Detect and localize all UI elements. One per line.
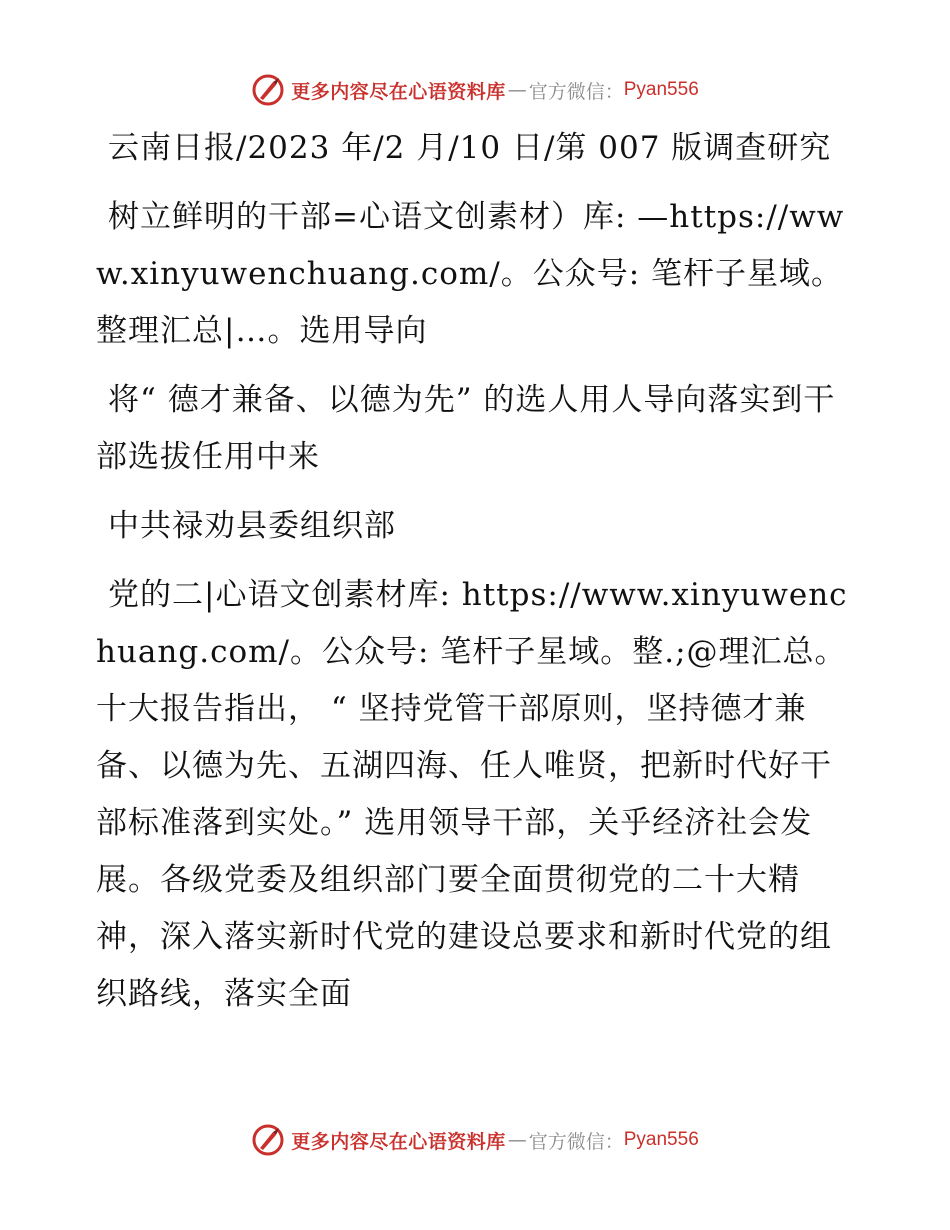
- source-line: 云南日报/2023 年/2 月/10 日/第 007 版调查研究: [108, 130, 832, 166]
- banner-dash: —: [507, 1129, 527, 1151]
- body-paragraph: 党的二|心语文创素材库: https://www.xinyuwenchuang.com/。公众号: 笔杆子星域。整.;@理汇总。十大报告指出， “ 坚持党管干部原则，坚持德才兼备、以德为先、五湖四海、任人唯贤，把新时代好干部标准落到实处。” 选用领导干部，关乎经济社会发展。各级党委及组织部门要全面贯彻党的二十大精神，深入落实新时代党的建设总要求和新时代党的组织路线，落实全面: [96, 577, 848, 1012]
- footer-banner: [0, 1120, 950, 1160]
- banner-wechat-label: 官方微信：: [528, 80, 624, 103]
- document-body: [96, 120, 856, 1023]
- section-heading: 树立鲜明的干部=心语文创素材）库: —https://www.xinyuwenchuang.com/。公众号: 笔杆子星域。整理汇总|…。选用导向: [96, 199, 845, 349]
- quill-logo-icon: [251, 1123, 285, 1157]
- article-title: 将“ 德才兼备、以德为先” 的选人用人导向落实到干部选拔任用中来: [96, 382, 836, 475]
- quill-logo-icon: [251, 73, 285, 107]
- banner-wechat-label: 官方微信：: [528, 1130, 624, 1153]
- banner-dash: —: [507, 79, 527, 101]
- banner-text: 更多内容尽在心语资料库: [291, 1130, 506, 1153]
- author-line: 中共禄劝县委组织部: [108, 508, 396, 544]
- header-banner: [0, 70, 950, 110]
- banner-text: 更多内容尽在心语资料库: [291, 80, 506, 103]
- banner-wechat-id: Pyan556: [623, 79, 699, 100]
- banner-wechat-id: Pyan556: [623, 1129, 699, 1150]
